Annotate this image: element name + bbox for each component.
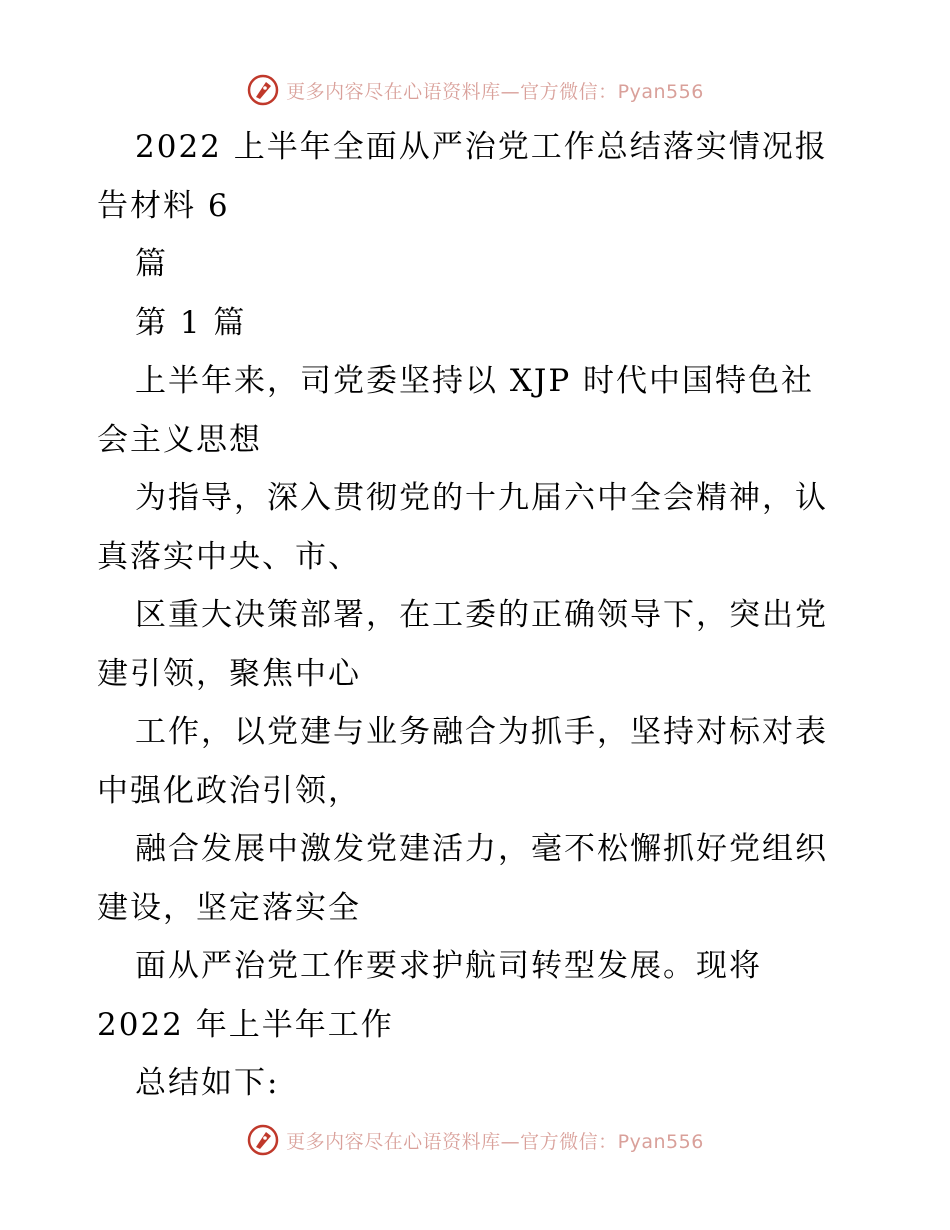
text-line: 工作，以党建与业务融合为抓手，坚持对标对表 — [135, 714, 828, 750]
text-line: 2022 年上半年工作 — [97, 1006, 394, 1043]
text-line: 2022 上半年全面从严治党工作总结落实情况报 — [135, 129, 828, 165]
footer-watermark — [0, 1120, 950, 1160]
document-body — [97, 118, 857, 1113]
text-line: 中强化政治引领， — [97, 772, 361, 809]
watermark-text: 更多内容尽在心语资料库—官方微信：Pyan556 — [286, 1130, 704, 1153]
header-watermark — [0, 70, 950, 110]
text-line: 会主义思想 — [97, 421, 262, 458]
text-line: 融合发展中激发党建活力，毫不松懈抓好党组织 — [135, 831, 828, 867]
text-line: 上半年来，司党委坚持以 XJP 时代中国特色社 — [135, 363, 815, 399]
text-line: 面从严治党工作要求护航司转型发展。现将 — [135, 948, 762, 984]
watermark-text: 更多内容尽在心语资料库—官方微信：Pyan556 — [286, 80, 704, 103]
pen-nib-circle-icon — [246, 1123, 280, 1157]
text-line: 告材料 6 — [97, 187, 230, 224]
text-line: 区重大决策部署，在工委的正确领导下，突出党 — [135, 597, 828, 633]
text-line: 总结如下: — [135, 1065, 280, 1101]
text-line: 为指导，深入贯彻党的十九届六中全会精神，认 — [135, 480, 828, 516]
text-line: 篇 — [135, 246, 168, 282]
text-line: 第 1 篇 — [135, 304, 247, 341]
text-line: 建引领，聚焦中心 — [97, 655, 361, 692]
pen-nib-circle-icon — [246, 73, 280, 107]
text-line: 建设，坚定落实全 — [97, 889, 361, 926]
text-line: 真落实中央、市、 — [97, 538, 361, 575]
